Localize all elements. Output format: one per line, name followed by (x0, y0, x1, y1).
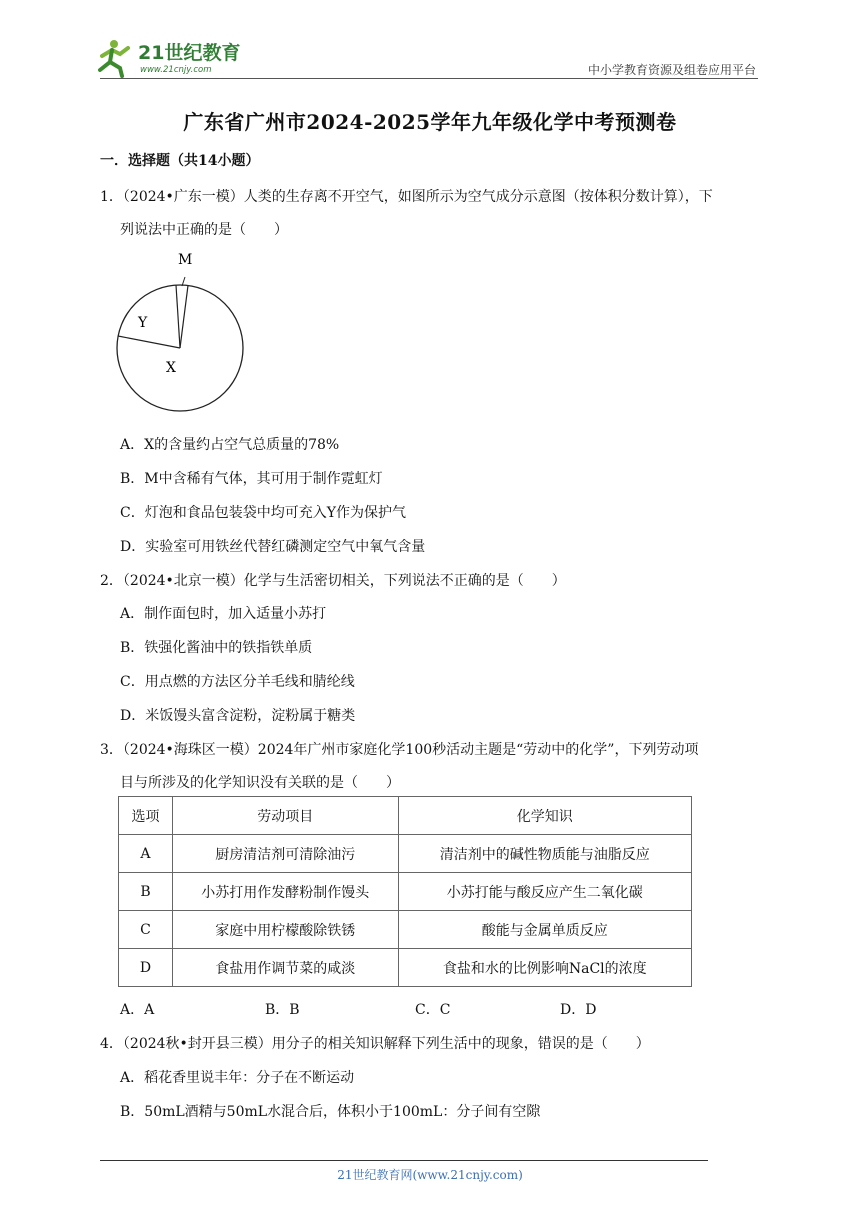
q1-option-d: D．实验室可用铁丝代替红磷测定空气中氧气含量 (120, 539, 426, 555)
q2-option-d: D．米饭馒头富含淀粉，淀粉属于糖类 (120, 708, 356, 724)
pie-label-x: X (166, 360, 176, 376)
page-title: 广东省广州市2024-2025学年九年级化学中考预测卷 (183, 110, 677, 134)
table-row (119, 949, 692, 987)
q1-option-c: C．灯泡和食品包装袋中均可充入Y作为保护气 (120, 505, 406, 521)
q3-option-d: D．D (560, 1002, 597, 1018)
table-header-cell: 劳动项目 (172, 797, 398, 835)
table-cell: 清洁剂中的碱性物质能与油脂反应 (398, 835, 692, 873)
question-1-text-cont: 列说法中正确的是（ ） (120, 222, 288, 238)
q1-option-a: A．X的含量约占空气总质量的78% (120, 437, 340, 453)
table-cell: A (119, 835, 173, 873)
table-cell: B (119, 873, 173, 911)
table-cell: 小苏打能与酸反应产生二氧化碳 (398, 873, 692, 911)
pie-label-y: Y (138, 315, 148, 331)
q3-option-a: A．A (120, 1002, 155, 1018)
table-cell: D (119, 949, 173, 987)
q2-option-b: B．铁强化酱油中的铁指铁单质 (120, 640, 313, 656)
question-1-text: 1．（2024•广东一模）人类的生存离不开空气，如图所示为空气成分示意图（按体积分数计算），下 (100, 189, 713, 205)
footer-link[interactable]: 21世纪教育网(www.21cnjy.com) (337, 1168, 523, 1182)
q3-option-c: C．C (415, 1002, 451, 1018)
q2-option-a: A．制作面包时，加入适量小苏打 (120, 606, 327, 622)
q2-option-c: C．用点燃的方法区分羊毛线和腈纶线 (120, 674, 355, 690)
table-row (119, 835, 692, 873)
platform-name: 中小学教育资源及组卷应用平台 (587, 63, 756, 77)
logo-text: 21世纪教育 (138, 42, 241, 64)
logo-url: www.21cnjy.com (140, 65, 212, 75)
q3-table (118, 796, 692, 987)
table-row (119, 911, 692, 949)
question-3-text-cont: 目与所涉及的化学知识没有关联的是（ ） (120, 775, 400, 791)
question-2-text: 2．（2024•北京一模）化学与生活密切相关，下列说法不正确的是（ ） (100, 573, 566, 589)
table-header-cell: 选项 (119, 797, 173, 835)
header-divider (100, 78, 758, 79)
table-row (119, 873, 692, 911)
table-cell: C (119, 911, 173, 949)
site-logo (92, 34, 262, 78)
table-cell: 酸能与金属单质反应 (398, 911, 692, 949)
table-cell: 食盐用作调节菜的咸淡 (172, 949, 398, 987)
q1-option-b: B．M中含稀有气体，其可用于制作霓虹灯 (120, 471, 383, 487)
question-3-text: 3．（2024•海珠区一模）2024年广州市家庭化学100秒活动主题是“劳动中的化学”，下列劳动项 (100, 742, 699, 758)
runner-icon (100, 40, 128, 76)
q4-option-b: B．50mL酒精与50mL水混合后，体积小于100mL：分子间有空隙 (120, 1104, 541, 1120)
question-4-text: 4．（2024秋•封开县三模）用分子的相关知识解释下列生活中的现象，错误的是（ ） (100, 1036, 650, 1052)
pie-label-m: M (178, 252, 193, 268)
section-heading: 一．选择题（共14小题） (100, 153, 260, 169)
footer-divider (100, 1160, 708, 1161)
q3-option-b: B．B (265, 1002, 300, 1018)
table-cell: 家庭中用柠檬酸除铁锈 (172, 911, 398, 949)
table-cell: 厨房清洁剂可清除油污 (172, 835, 398, 873)
q4-option-a: A．稻花香里说丰年：分子在不断运动 (120, 1070, 355, 1086)
air-composition-pie (116, 250, 248, 416)
table-cell: 食盐和水的比例影响NaCl的浓度 (398, 949, 692, 987)
table-header-cell: 化学知识 (398, 797, 692, 835)
table-cell: 小苏打用作发酵粉制作馒头 (172, 873, 398, 911)
table-header-row (119, 797, 692, 835)
